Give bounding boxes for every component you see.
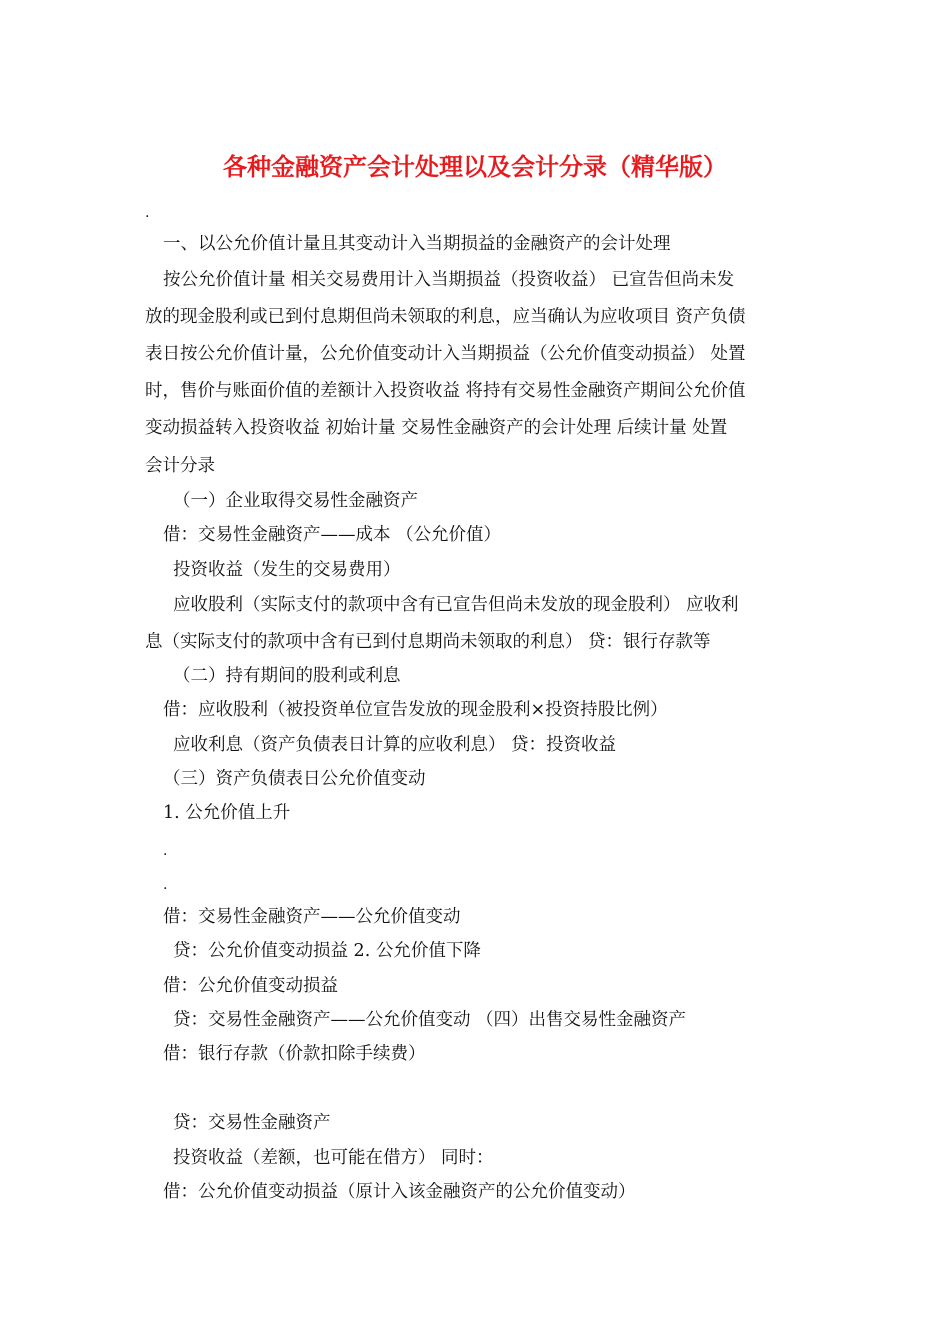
paragraph-line: 变动损益转入投资收益 初始计量 交易性金融资产的会计处理 后续计量 处置 bbox=[145, 418, 728, 438]
paragraph-line: 时，售价与账面价值的差额计入投资收益 将持有交易性金融资产期间公允价值 bbox=[145, 381, 746, 401]
separator-dot: . bbox=[163, 843, 168, 859]
paragraph-line: 表日按公允价值计量，公允价值变动计入当期损益（公允价值变动损益） 处置 bbox=[145, 344, 746, 364]
journal-entry-line: 借：交易性金融资产——成本 （公允价值） bbox=[163, 525, 502, 545]
journal-entry-line: 借：公允价值变动损益（原计入该金融资产的公允价值变动） bbox=[163, 1182, 636, 1202]
subsection-heading: （二）持有期间的股利或利息 bbox=[173, 666, 401, 686]
document-title: 各种金融资产会计处理以及会计分录（精华版） bbox=[223, 152, 727, 181]
paragraph-line: 放的现金股利或已到付息期但尚未领取的利息，应当确认为应收项目 资产负债 bbox=[145, 307, 746, 327]
journal-entry-line: 投资收益（发生的交易费用） bbox=[173, 560, 401, 580]
separator-dot: . bbox=[163, 877, 168, 893]
journal-entry-line: 贷：交易性金融资产 bbox=[173, 1113, 331, 1133]
separator-dot: . bbox=[145, 205, 150, 221]
journal-entry-line: 投资收益（差额，也可能在借方） 同时： bbox=[173, 1148, 494, 1168]
journal-entry-line: 应收股利（实际支付的款项中含有已宣告但尚未发放的现金股利） 应收利 bbox=[173, 595, 739, 615]
numbered-item: 1. 公允价值上升 bbox=[163, 803, 291, 823]
journal-entry-line: 贷：交易性金融资产——公允价值变动 （四）出售交易性金融资产 bbox=[173, 1010, 687, 1030]
paragraph-line: 按公允价值计量 相关交易费用计入当期损益（投资收益） 已宣告但尚未发 bbox=[163, 270, 735, 290]
paragraph-line: 会计分录 bbox=[145, 456, 215, 476]
journal-entry-line: 借：应收股利（被投资单位宣告发放的现金股利×投资持股比例） bbox=[163, 700, 668, 720]
subsection-heading: （三）资产负债表日公允价值变动 bbox=[163, 769, 426, 789]
journal-entry-line: 应收利息（资产负债表日计算的应收利息） 贷：投资收益 bbox=[173, 735, 617, 755]
section-heading: 一、以公允价值计量且其变动计入当期损益的金融资产的会计处理 bbox=[163, 234, 671, 254]
journal-entry-line: 借：公允价值变动损益 bbox=[163, 976, 338, 996]
journal-entry-line: 贷：公允价值变动损益 2. 公允价值下降 bbox=[173, 941, 481, 961]
subsection-heading: （一）企业取得交易性金融资产 bbox=[173, 491, 418, 511]
journal-entry-line: 借：交易性金融资产——公允价值变动 bbox=[163, 907, 461, 927]
journal-entry-line: 息（实际支付的款项中含有已到付息期尚未领取的利息） 贷：银行存款等 bbox=[145, 632, 711, 652]
journal-entry-line: 借：银行存款（价款扣除手续费） bbox=[163, 1044, 426, 1064]
